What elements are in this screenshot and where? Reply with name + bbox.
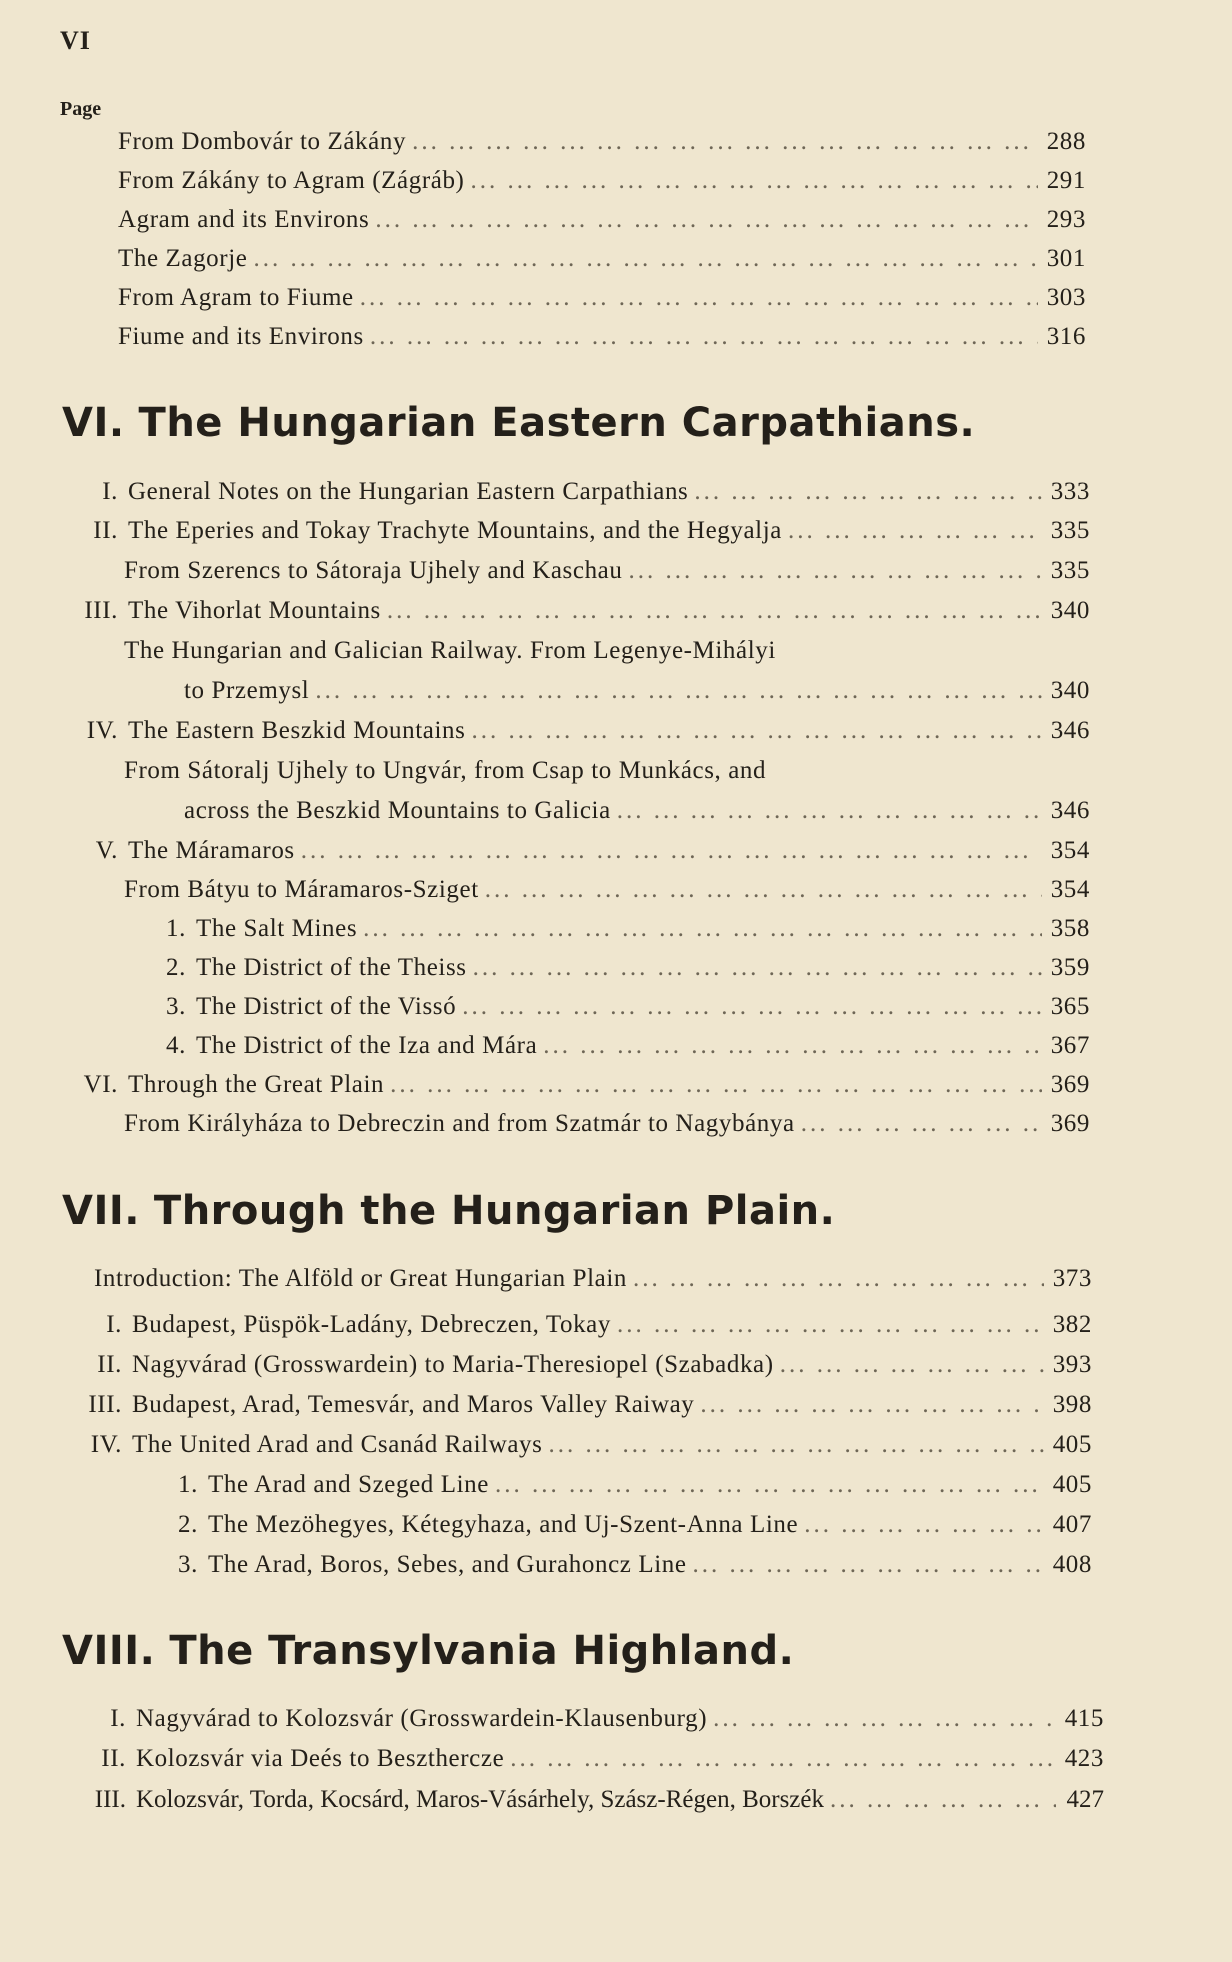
entry-page: 333 (1050, 478, 1090, 505)
entry-page: 301 (1046, 245, 1086, 272)
entry-title: From Dombovár to Zákány (118, 128, 407, 155)
section-number: VII. (62, 1188, 140, 1234)
entry-page: 369 (1050, 1071, 1090, 1098)
toc-entry[interactable] (124, 954, 1090, 988)
dot-leader (611, 797, 1042, 825)
toc-entry[interactable] (124, 876, 1090, 910)
toc-entry[interactable] (124, 637, 1090, 671)
entry-number: 3. (178, 1551, 198, 1578)
entry-page: 359 (1050, 954, 1090, 981)
entry-number: 2. (166, 954, 186, 981)
toc-entry[interactable] (118, 167, 1086, 201)
entry-page: 423 (1064, 1745, 1104, 1772)
entry-number: IV. (86, 717, 118, 744)
entry-page: 415 (1064, 1705, 1104, 1732)
toc-entry[interactable] (124, 1511, 1092, 1545)
dot-leader (688, 478, 1042, 506)
toc-entry[interactable] (124, 1032, 1090, 1066)
entry-title: The United Arad and Csanád Railways (132, 1431, 543, 1458)
toc-entry-continuation[interactable] (184, 677, 1090, 711)
toc-entry[interactable] (124, 757, 1090, 791)
entry-number: 3. (166, 993, 186, 1020)
section-title: The Hungarian Eastern Carpathians. (138, 400, 976, 446)
entry-page: 393 (1052, 1351, 1092, 1378)
toc-entry[interactable] (124, 1110, 1090, 1144)
toc-entry-continuation[interactable] (184, 797, 1090, 831)
dot-leader (406, 128, 1038, 156)
toc-entry[interactable] (118, 128, 1086, 162)
entry-title: From Szerencs to Sátoraja Ujhely and Kaschau (124, 557, 623, 584)
entry-number: 4. (166, 1032, 186, 1059)
section-title: The Transylvania Highland. (169, 1628, 795, 1674)
toc-entry[interactable] (60, 1311, 1092, 1345)
toc-entry[interactable] (118, 284, 1086, 318)
dot-leader (364, 323, 1038, 351)
entry-page: 382 (1052, 1311, 1092, 1338)
entry-page: 427 (1066, 1786, 1104, 1813)
entry-title: Agram and its Environs (118, 206, 370, 233)
entry-page: 358 (1050, 915, 1090, 942)
section-number: VIII. (62, 1628, 156, 1674)
dot-leader (611, 1311, 1044, 1339)
toc-entry[interactable] (60, 1391, 1092, 1425)
entry-page: 373 (1052, 1265, 1092, 1292)
entry-title: The District of the Iza and Mára (196, 1032, 538, 1059)
dot-leader (824, 1786, 1056, 1814)
toc-entry[interactable] (60, 1745, 1104, 1779)
page-column-label: Page (60, 98, 102, 120)
toc-entry[interactable] (60, 837, 1090, 871)
entry-number: I. (106, 1311, 122, 1338)
entry-title: Nagyvárad (Grosswardein) to Maria-Theresiopel (Szabadka) (132, 1351, 774, 1378)
entry-title: From Agram to Fiume (118, 284, 354, 311)
entry-title: Kolozsvár, Torda, Kocsárd, Maros-Vásárhely, Szász-Régen, Borszék (136, 1786, 825, 1813)
dot-leader (707, 1705, 1056, 1733)
entry-title: From Sátoralj Ujhely to Ungvár, from Csap to Munkács, and (124, 757, 767, 784)
dot-leader (381, 597, 1042, 625)
dot-leader (782, 517, 1042, 545)
dot-leader (295, 837, 1042, 865)
toc-entry[interactable] (60, 1351, 1092, 1385)
entry-title: Fiume and its Environs (118, 323, 364, 350)
section-heading (62, 400, 975, 446)
toc-entry[interactable] (124, 993, 1090, 1027)
entry-page: 316 (1046, 323, 1086, 350)
entry-page: 335 (1050, 557, 1090, 584)
entry-page: 288 (1046, 128, 1086, 155)
entry-title: The Zagorje (118, 245, 248, 272)
entry-title: Nagyvárad to Kolozsvár (Grosswardein-Klausenburg) (136, 1705, 708, 1732)
toc-entry[interactable] (124, 1551, 1092, 1585)
entry-page: 407 (1052, 1511, 1092, 1538)
entry-page: 303 (1046, 284, 1086, 311)
entry-title: Through the Great Plain (128, 1071, 385, 1098)
entry-number: II. (101, 1745, 126, 1772)
toc-entry[interactable] (124, 1471, 1092, 1505)
entry-title: The Eastern Beszkid Mountains (128, 717, 466, 744)
entry-title: The Vihorlat Mountains (128, 597, 381, 624)
entry-title: General Notes on the Hungarian Eastern Carpathians (128, 478, 689, 505)
entry-number: V. (95, 837, 118, 864)
entry-number: III. (88, 1391, 122, 1418)
entry-title: The Mezöhegyes, Kétegyhaza, and Uj-Szent-Anna Line (208, 1511, 799, 1538)
dot-leader (622, 557, 1042, 585)
entry-title: Introduction: The Alföld or Great Hungarian Plain (94, 1265, 627, 1292)
entry-number: 2. (178, 1511, 198, 1538)
entry-page: 408 (1052, 1551, 1092, 1578)
section-title: Through the Hungarian Plain. (153, 1188, 836, 1234)
dot-leader (465, 717, 1042, 745)
toc-entry[interactable] (60, 517, 1090, 551)
dot-leader (627, 1265, 1044, 1293)
toc-entry[interactable] (60, 1705, 1104, 1739)
entry-title: Kolozsvár via Deés to Beszthercze (136, 1745, 505, 1772)
toc-entry[interactable] (60, 1431, 1092, 1465)
toc-entry[interactable] (60, 1786, 1104, 1820)
entry-number: II. (97, 1351, 122, 1378)
entry-page: 367 (1050, 1032, 1090, 1059)
toc-entry[interactable] (118, 245, 1086, 279)
entry-title: The Eperies and Tokay Trachyte Mountains, and the Hegyalja (128, 517, 782, 544)
entry-page: 354 (1050, 837, 1090, 864)
entry-title: The Arad, Boros, Sebes, and Gurahoncz Line (208, 1551, 687, 1578)
entry-page: 405 (1052, 1431, 1092, 1458)
entry-page: 346 (1050, 797, 1090, 824)
section-heading (62, 1188, 835, 1234)
entry-title: across the Beszkid Mountains to Galicia (184, 797, 611, 824)
dot-leader (309, 677, 1042, 705)
entry-page: 340 (1050, 677, 1090, 704)
dot-leader (479, 876, 1042, 904)
entry-title: The District of the Theiss (196, 954, 467, 981)
entry-number: I. (110, 1705, 126, 1732)
dot-leader (464, 167, 1038, 195)
entry-title: The District of the Vissó (196, 993, 457, 1020)
dot-leader (489, 1471, 1044, 1499)
entry-title: Budapest, Arad, Temesvár, and Maros Valley Raiway (132, 1391, 695, 1418)
entry-page: 346 (1050, 717, 1090, 744)
entry-title: From Királyháza to Debreczin and from Szatmár to Nagybánya (124, 1110, 795, 1137)
entry-page: 291 (1046, 167, 1086, 194)
entry-number: 1. (166, 915, 186, 942)
dot-leader (504, 1745, 1056, 1773)
entry-title: The Arad and Szeged Line (208, 1471, 489, 1498)
dot-leader (694, 1391, 1044, 1419)
dot-leader (795, 1110, 1042, 1138)
toc-entry[interactable] (118, 323, 1086, 357)
entry-number: III. (84, 597, 118, 624)
dot-leader (456, 993, 1042, 1021)
dot-leader (798, 1511, 1044, 1539)
toc-entry[interactable] (118, 206, 1086, 240)
section-heading (62, 1628, 794, 1674)
entry-title: The Hungarian and Galician Railway. From Legenye-Mihályi (124, 637, 776, 664)
entry-page: 335 (1050, 517, 1090, 544)
dot-leader (354, 284, 1038, 312)
entry-page: 398 (1052, 1391, 1092, 1418)
toc-entry[interactable] (60, 717, 1090, 751)
toc-entry[interactable] (60, 478, 1090, 512)
entry-number: VI. (83, 1071, 118, 1098)
entry-title: to Przemysl (184, 677, 310, 704)
entry-title: From Zákány to Agram (Zágráb) (118, 167, 465, 194)
dot-leader (369, 206, 1038, 234)
entry-page: 354 (1050, 876, 1090, 903)
entry-title: Budapest, Püspök-Ladány, Debreczen, Tokay (132, 1311, 611, 1338)
dot-leader (357, 915, 1042, 943)
toc-entry[interactable] (60, 1071, 1090, 1105)
dot-leader (384, 1071, 1042, 1099)
entry-number: IV. (90, 1431, 122, 1458)
dot-leader (774, 1351, 1044, 1379)
entry-page: 340 (1050, 597, 1090, 624)
section-number: VI. (62, 400, 125, 446)
entry-page: 369 (1050, 1110, 1090, 1137)
dot-leader (467, 954, 1042, 982)
entry-page: 405 (1052, 1471, 1092, 1498)
entry-page: 293 (1046, 206, 1086, 233)
dot-leader (247, 245, 1038, 273)
toc-entry[interactable] (124, 915, 1090, 949)
dot-leader (543, 1431, 1045, 1459)
entry-number: III. (94, 1786, 126, 1813)
entry-number: 1. (178, 1471, 198, 1498)
toc-entry[interactable] (60, 597, 1090, 631)
entry-page: 365 (1050, 993, 1090, 1020)
page-number: VI (60, 26, 91, 55)
dot-leader (537, 1032, 1042, 1060)
entry-number: II. (93, 517, 118, 544)
entry-number: I. (102, 478, 118, 505)
dot-leader (687, 1551, 1044, 1579)
entry-title: From Bátyu to Máramaros-Sziget (124, 876, 479, 903)
entry-title: The Salt Mines (196, 915, 358, 942)
toc-entry[interactable] (94, 1265, 1092, 1299)
entry-title: The Máramaros (128, 837, 295, 864)
toc-entry[interactable] (124, 557, 1090, 591)
